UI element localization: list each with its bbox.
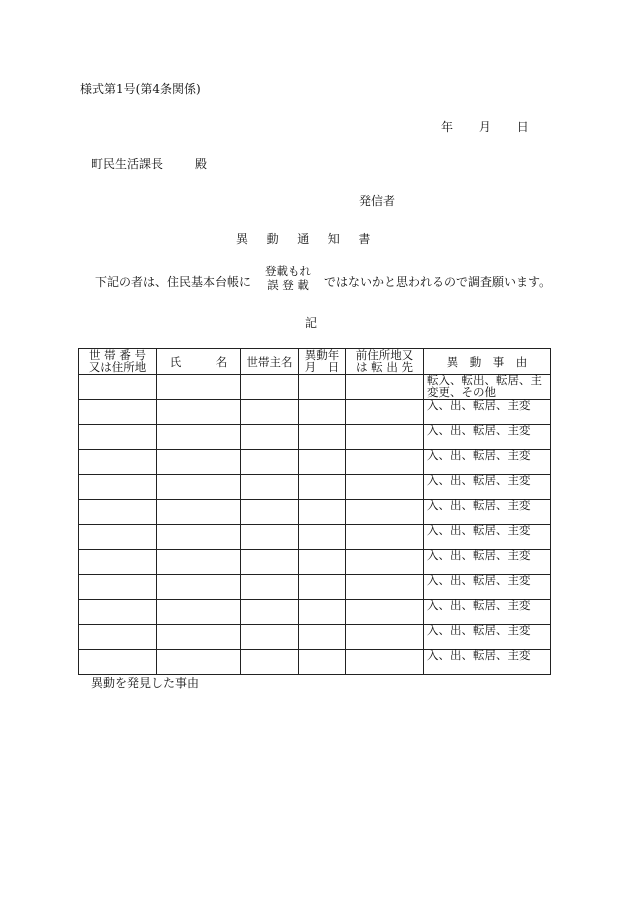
change-table	[78, 348, 551, 675]
cell-head[interactable]	[241, 475, 299, 500]
cell-household[interactable]	[79, 625, 157, 650]
cell-household[interactable]	[79, 500, 157, 525]
cell-previous-address[interactable]	[346, 525, 424, 550]
notice-options	[265, 264, 311, 292]
header-prev-line1: 前住所地又	[355, 348, 414, 362]
cell-reason[interactable]: 入、出、転居、主変	[424, 550, 551, 575]
cell-date[interactable]	[299, 525, 346, 550]
cell-head[interactable]	[241, 400, 299, 425]
cell-name[interactable]	[157, 525, 241, 550]
header-household-line1: 世 帯 番 号	[89, 348, 146, 362]
header-household	[79, 349, 157, 375]
date-year: 年	[441, 120, 454, 134]
cell-head[interactable]	[241, 425, 299, 450]
cell-head[interactable]	[241, 525, 299, 550]
cell-reason[interactable]: 入、出、転居、主変	[424, 450, 551, 475]
cell-previous-address[interactable]	[346, 375, 424, 400]
table-row	[79, 450, 551, 475]
ki-marker: 記	[305, 316, 318, 330]
cell-reason[interactable]: 入、出、転居、主変	[424, 600, 551, 625]
header-date	[299, 349, 346, 375]
cell-previous-address[interactable]	[346, 575, 424, 600]
header-date-line1: 異動年	[304, 348, 340, 362]
cell-household[interactable]	[79, 425, 157, 450]
date-month: 月	[478, 120, 491, 134]
sender-label: 発信者	[359, 194, 396, 208]
cell-reason[interactable]: 入、出、転居、主変	[424, 575, 551, 600]
cell-head[interactable]	[241, 600, 299, 625]
cell-date[interactable]	[299, 375, 346, 400]
cell-reason[interactable]: 入、出、転居、主変	[424, 500, 551, 525]
cell-reason[interactable]: 入、出、転居、主変	[424, 425, 551, 450]
cell-date[interactable]	[299, 475, 346, 500]
table-row	[79, 400, 551, 425]
cell-name[interactable]	[157, 375, 241, 400]
form-label: 様式第1号(第4条関係)	[80, 82, 201, 96]
date-line	[441, 118, 529, 135]
cell-date[interactable]	[299, 600, 346, 625]
cell-date[interactable]	[299, 550, 346, 575]
cell-previous-address[interactable]	[346, 400, 424, 425]
cell-household[interactable]	[79, 650, 157, 675]
header-household-line2: 又は住所地	[88, 359, 147, 374]
cell-head[interactable]	[241, 575, 299, 600]
cell-household[interactable]	[79, 450, 157, 475]
header-head: 世帯主名	[241, 349, 299, 375]
cell-previous-address[interactable]	[346, 600, 424, 625]
table-body	[79, 375, 551, 675]
table-header-row	[79, 349, 551, 375]
header-date-line2: 月 日	[304, 359, 340, 374]
cell-reason[interactable]: 入、出、転居、主変	[424, 525, 551, 550]
cell-household[interactable]	[79, 375, 157, 400]
change-table-wrapper	[78, 348, 551, 675]
addressee-honorific: 殿	[195, 157, 208, 171]
cell-previous-address[interactable]	[346, 500, 424, 525]
cell-name[interactable]	[157, 425, 241, 450]
cell-head[interactable]	[241, 650, 299, 675]
addressee-title: 町民生活課長	[91, 157, 164, 171]
cell-household[interactable]	[79, 400, 157, 425]
table-row	[79, 500, 551, 525]
table-row	[79, 425, 551, 450]
cell-name[interactable]	[157, 550, 241, 575]
cell-name[interactable]	[157, 625, 241, 650]
cell-household[interactable]	[79, 550, 157, 575]
footer-note: 異動を発見した事由	[91, 676, 200, 690]
cell-reason[interactable]: 入、出、転居、主変	[424, 400, 551, 425]
cell-date[interactable]	[299, 425, 346, 450]
table-row	[79, 575, 551, 600]
table-row	[79, 525, 551, 550]
table-row	[79, 375, 551, 400]
table-row	[79, 650, 551, 675]
cell-household[interactable]	[79, 575, 157, 600]
cell-previous-address[interactable]	[346, 550, 424, 575]
cell-head[interactable]	[241, 550, 299, 575]
date-day: 日	[516, 120, 529, 134]
addressee	[91, 155, 207, 172]
notice-before: 下記の者は、住民基本台帳に	[95, 275, 252, 289]
cell-date[interactable]	[299, 450, 346, 475]
table-row	[79, 550, 551, 575]
cell-household[interactable]	[79, 475, 157, 500]
cell-date[interactable]	[299, 400, 346, 425]
cell-previous-address[interactable]	[346, 475, 424, 500]
header-name: 氏 名	[157, 349, 241, 375]
cell-name[interactable]	[157, 475, 241, 500]
cell-date[interactable]	[299, 650, 346, 675]
cell-previous-address[interactable]	[346, 625, 424, 650]
cell-reason[interactable]: 入、出、転居、主変	[424, 625, 551, 650]
cell-head[interactable]	[241, 375, 299, 400]
cell-previous-address[interactable]	[346, 425, 424, 450]
cell-name[interactable]	[157, 600, 241, 625]
cell-previous-address[interactable]	[346, 650, 424, 675]
cell-name[interactable]	[157, 650, 241, 675]
cell-reason[interactable]: 入、出、転居、主変	[424, 650, 551, 675]
cell-head[interactable]	[241, 450, 299, 475]
notice-after: ではないかと思われるので調査願います。	[324, 275, 552, 289]
cell-previous-address[interactable]	[346, 450, 424, 475]
header-previous-address	[346, 349, 424, 375]
cell-head[interactable]	[241, 500, 299, 525]
notice-option-omission: 登載もれ	[265, 264, 311, 278]
table-row	[79, 625, 551, 650]
header-reason: 異 動 事 由	[424, 349, 551, 375]
table-row	[79, 600, 551, 625]
cell-head[interactable]	[241, 625, 299, 650]
cell-reason[interactable]: 入、出、転居、主変	[424, 475, 551, 500]
notice-option-error: 誤 登 載	[267, 278, 309, 292]
cell-date[interactable]	[299, 625, 346, 650]
document-title: 異動通知書	[236, 232, 390, 246]
cell-household[interactable]	[79, 600, 157, 625]
cell-reason[interactable]: 転入、転出、転居、主変更、その他	[424, 375, 551, 400]
cell-date[interactable]	[299, 575, 346, 600]
cell-name[interactable]	[157, 500, 241, 525]
table-row	[79, 475, 551, 500]
header-prev-line2: は 転 出 先	[356, 359, 413, 374]
cell-name[interactable]	[157, 400, 241, 425]
cell-name[interactable]	[157, 450, 241, 475]
cell-name[interactable]	[157, 575, 241, 600]
cell-household[interactable]	[79, 525, 157, 550]
cell-date[interactable]	[299, 500, 346, 525]
